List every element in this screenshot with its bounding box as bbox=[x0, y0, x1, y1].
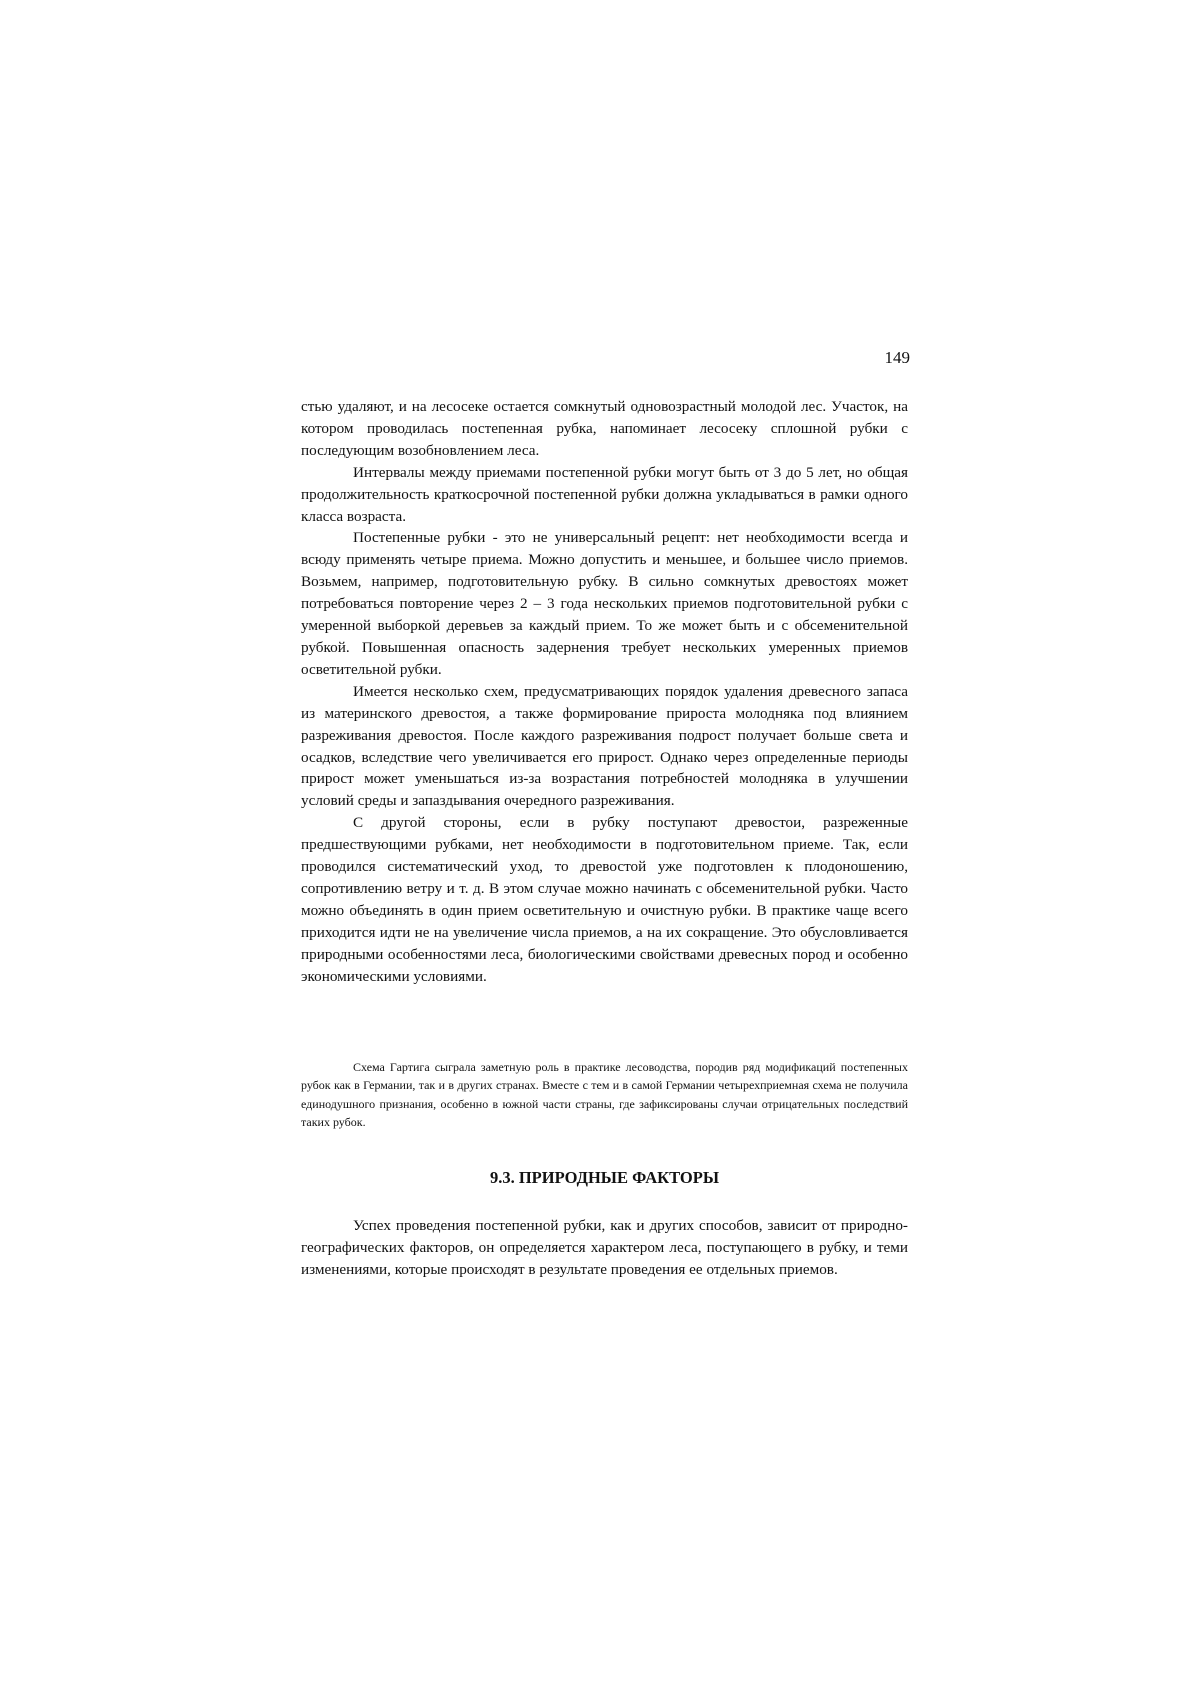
paragraph: Успех проведения постепенной рубки, как и других способов, зависит от природно-географических факторов, он определяется характером леса, поступающего в рубку, и теми изменениями, которые происходят в результате проведения ее отдельных приемов. bbox=[301, 1217, 908, 1278]
page-number: 149 bbox=[884, 348, 910, 367]
main-text bbox=[301, 396, 908, 987]
paragraph: С другой стороны, если в рубку поступают древостои, разреженные предшествующими рубками, нет необходимости в подготовительном приеме. Так, если проводился систематический уход, то древостой уже подготовлен к плодоношению, сопротивлению ветру и т. д. В этом случае можно начинать с обсеменительной рубки. Часто можно объединять в один прием осветительную и очистную рубки. В практике чаще всего приходится идти не на увеличение числа приемов, а на их сокращение. Это обусловливается природными особенностями леса, биологическими свойствами древесных пород и особенно экономическими условиями. bbox=[301, 814, 908, 985]
note-paragraph: Схема Гартига сыграла заметную роль в практике лесоводства, породив ряд модификаций постепенных рубок как в Германии, так и в других странах. Вместе с тем и в самой Германии четырехприемная схема не получила единодушного признания, особенно в южной части страны, где зафиксированы случаи отрицательных последствий таких рубок. bbox=[301, 1060, 908, 1129]
section-heading: 9.3. ПРИРОДНЫЕ ФАКТОРЫ bbox=[489, 1168, 720, 1187]
paragraph: Имеется несколько схем, предусматривающих порядок удаления древесного запаса из материнского древостоя, а также формирование прироста молодняка под влиянием разреживания древостоя. После каждого разреживания подрост получает больше света и осадков, вследствие чего увеличивается его прирост. Однако через определенные периоды прирост может уменьшаться из-за возрастания потребностей молодняка в улучшении условий среды и запаздывания очередного разреживания. bbox=[301, 682, 908, 810]
note-text bbox=[301, 1058, 908, 1131]
section-text bbox=[301, 1215, 908, 1281]
paragraph: Постепенные рубки - это не универсальный рецепт: нет необходимости всегда и всюду применять четыре приема. Можно допустить и меньшее, и большее число приемов. Возьмем, например, подготовительную рубку. В сильно сомкнутых древостоях может потребоваться повторение через 2 – 3 года нескольких приемов подготовительной рубки с умеренной выборкой деревьев за каждый прием. То же может быть и с обсеменительной рубкой. Повышенная опасность задернения требует нескольких умеренных приемов осветительной рубки. bbox=[301, 529, 908, 678]
paragraph: стью удаляют, и на лесосеке остается сомкнутый одновозрастный молодой лес. Участок, на котором проводилась постепенная рубка, напоминает лесосеку сплошной рубки с последующим возобновлением леса. bbox=[301, 398, 908, 459]
paragraph: Интервалы между приемами постепенной рубки могут быть от 3 до 5 лет, но общая продолжительность краткосрочной постепенной рубки должна укладываться в рамки одного класса возраста. bbox=[301, 463, 908, 525]
